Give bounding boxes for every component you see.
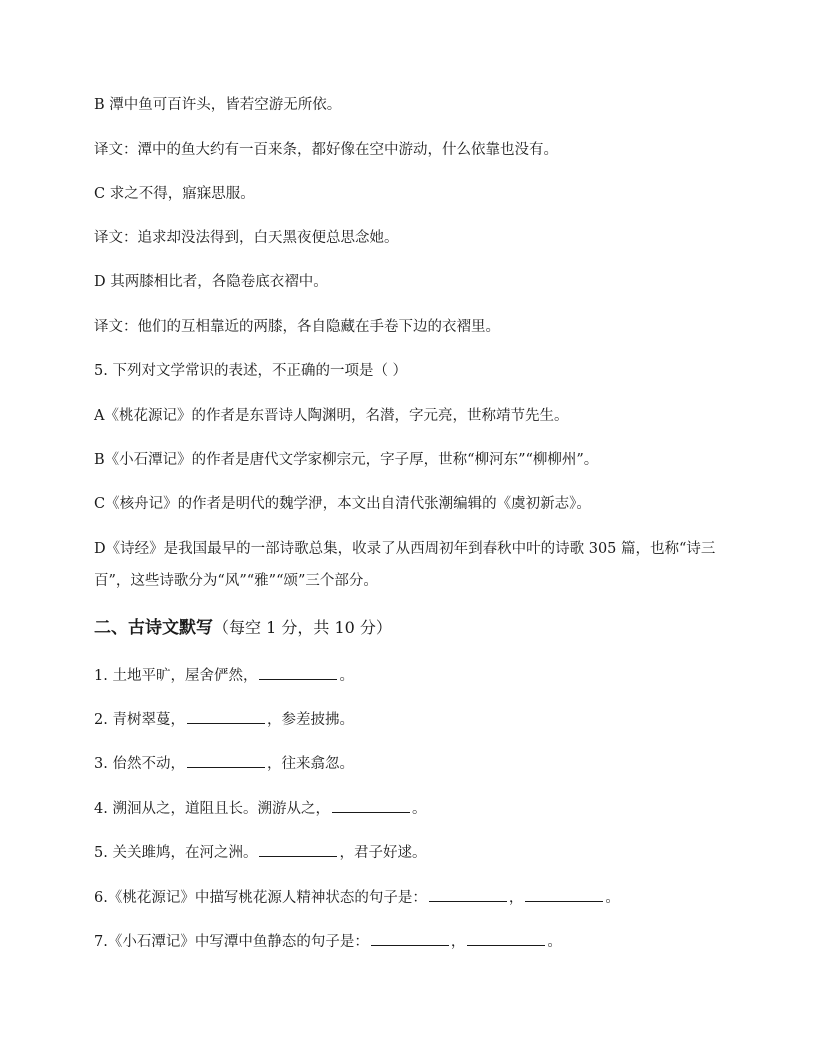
fill-question-6-text: 6.《桃花源记》中描写桃花源人精神状态的句子是：	[94, 890, 427, 906]
translation-b: 译文：潭中的鱼大约有一百来条，都好像在空中游动，什么依靠也没有。	[94, 142, 558, 158]
answer-blank[interactable]	[429, 887, 507, 902]
fill-question-1	[94, 665, 734, 686]
fill-question-4-end: 。	[411, 801, 427, 817]
option-b-text: B 潭中鱼可百许头，皆若空游无所依。	[94, 97, 342, 113]
fill-question-5-text: 5. 关关雎鸠，在河之洲。	[94, 845, 258, 861]
answer-blank[interactable]	[332, 798, 410, 813]
translation-d: 译文：他们的互相靠近的两膝，各自隐藏在手卷下边的衣褶里。	[94, 319, 500, 335]
option-c-text: C 求之不得，寤寐思服。	[94, 186, 255, 202]
fill-question-4	[94, 798, 734, 819]
question-5-option-a: A《桃花源记》的作者是东晋诗人陶渊明，名潜，字元亮，世称靖节先生。	[94, 408, 569, 424]
fill-question-7-end: 。	[547, 934, 562, 950]
fill-question-6	[94, 887, 734, 908]
fill-question-1-end: 。	[339, 668, 354, 684]
answer-blank[interactable]	[525, 887, 603, 902]
fill-question-5-end: ，君子好逑。	[339, 845, 427, 861]
fill-question-3-end: ，往来翕忽。	[266, 756, 354, 772]
option-d-text: D 其两膝相比者，各隐卷底衣褶中。	[94, 274, 328, 290]
translation-c: 译文：追求却没法得到，白天黑夜便总思念她。	[94, 230, 399, 246]
fill-question-4-text: 4. 溯洄从之，道阻且长。溯游从之，	[94, 801, 330, 817]
fill-question-2-end: ，参差披拂。	[266, 712, 354, 728]
question-5-option-c: C《核舟记》的作者是明代的魏学洢，本文出自清代张潮编辑的《虞初新志》。	[94, 496, 591, 512]
question-5-option-b: B《小石潭记》的作者是唐代文学家柳宗元，字子厚，世称“柳河东”“柳柳州”。	[94, 452, 599, 468]
fill-question-3-text: 3. 佁然不动，	[94, 756, 185, 772]
fill-question-6-end: 。	[605, 890, 620, 906]
answer-blank[interactable]	[187, 753, 265, 768]
fill-question-6-sep: ，	[508, 890, 524, 906]
question-5-stem: 5. 下列对文学常识的表述，不正确的一项是（ ）	[94, 363, 408, 379]
fill-question-2	[94, 709, 734, 730]
section-title: 二、古诗文默写	[94, 618, 213, 638]
fill-question-2-text: 2. 青树翠蔓，	[94, 712, 185, 728]
section-heading	[94, 617, 392, 639]
answer-blank[interactable]	[187, 709, 265, 724]
fill-question-5	[94, 842, 734, 863]
answer-blank[interactable]	[467, 931, 545, 946]
fill-question-7	[94, 931, 734, 952]
section-score-note: （每空 1 分，共 10 分）	[213, 618, 392, 637]
answer-blank[interactable]	[259, 842, 337, 857]
fill-question-7-sep: ，	[450, 934, 466, 950]
answer-blank[interactable]	[259, 665, 337, 680]
fill-question-1-text: 1. 土地平旷，屋舍俨然，	[94, 668, 258, 684]
question-5-option-d: D《诗经》是我国最早的一部诗歌总集，收录了从西周初年到春秋中叶的诗歌 305 篇，也称“诗三百”，这些诗歌分为“风”“雅”“颂”三个部分。	[94, 541, 716, 589]
fill-question-7-text: 7.《小石潭记》中写潭中鱼静态的句子是：	[94, 934, 369, 950]
answer-blank[interactable]	[371, 931, 449, 946]
fill-question-3	[94, 753, 734, 774]
